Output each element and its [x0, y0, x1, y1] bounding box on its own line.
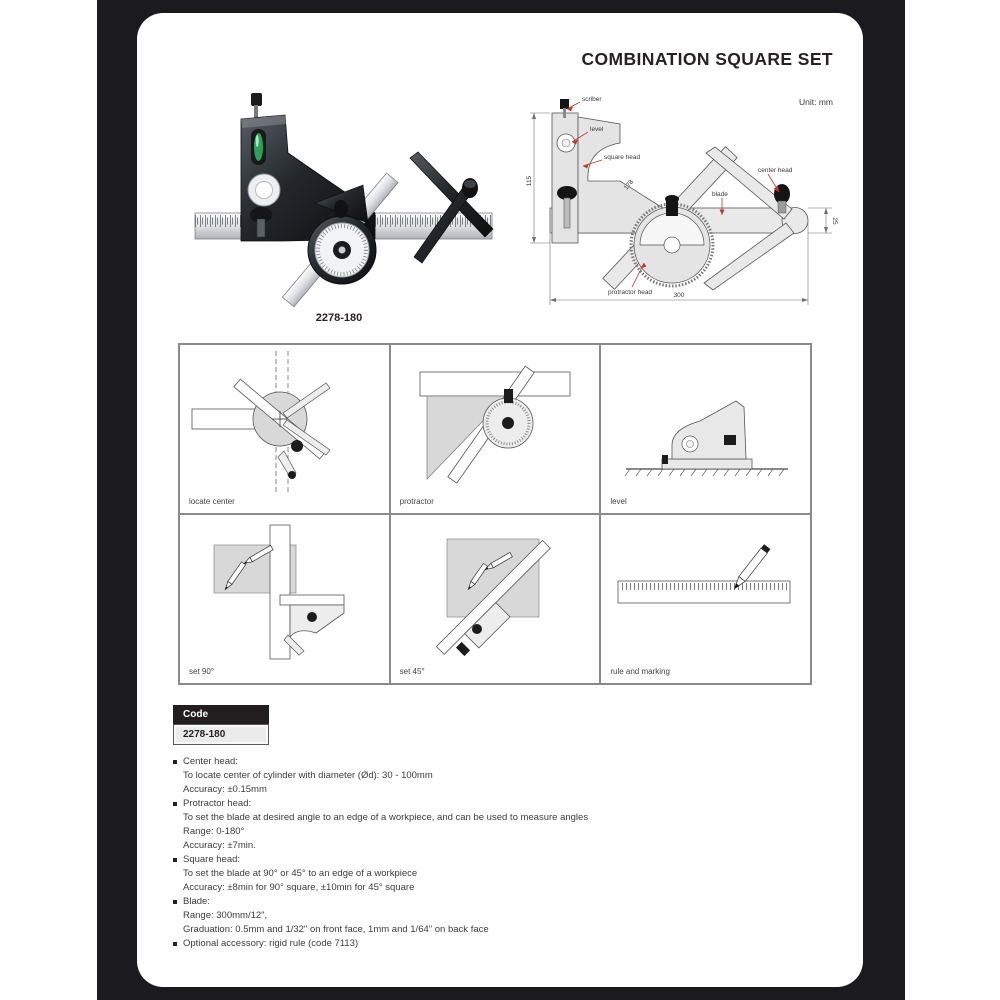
spec-line — [173, 923, 821, 937]
usage-cell-set-90 — [179, 514, 390, 684]
callout-protractor-head: protractor head — [608, 289, 653, 296]
set-45-illustration — [395, 517, 595, 667]
catalog-page — [137, 13, 863, 987]
bullet-square-icon — [173, 802, 177, 806]
bullet-square-icon — [173, 760, 177, 764]
code-table — [173, 705, 269, 745]
spec-text: Accuracy: ±0.15mm — [183, 784, 267, 795]
cell-label: set 45° — [399, 667, 425, 676]
spec-text: To locate center of cylinder with diameter (Ød): 30 - 100mm — [183, 770, 433, 781]
spec-text: Protractor head: — [183, 798, 252, 809]
bullet-square-icon — [173, 858, 177, 862]
code-table-value: 2278-180 — [173, 724, 269, 745]
specs-list — [173, 755, 821, 951]
unit-label: Unit: mm — [799, 97, 833, 107]
product-photo-illustration — [165, 91, 513, 309]
spec-line-protractor-head — [173, 797, 821, 811]
spec-text: Graduation: 0.5mm and 1/32" on front face, 1mm and 1/64" on back face — [183, 924, 489, 935]
usage-cell-set-45 — [390, 514, 601, 684]
cell-label: rule and marking — [610, 667, 670, 676]
callout-level: level — [590, 126, 604, 133]
photo-center-head — [410, 152, 493, 263]
spec-text: Range: 0-180° — [183, 826, 245, 837]
spec-line-square-head — [173, 853, 821, 867]
spec-line — [173, 811, 821, 825]
spec-text: Square head: — [183, 854, 241, 865]
dimension-blade-length: 300 — [673, 292, 685, 299]
usage-cell-level — [600, 344, 811, 514]
spec-line-blade — [173, 895, 821, 909]
protractor-illustration — [395, 347, 595, 497]
technical-drawing-svg — [520, 93, 860, 328]
spec-text: Center head: — [183, 756, 238, 767]
technical-drawing — [520, 93, 860, 328]
spec-line — [173, 769, 821, 783]
spec-text: Range: 300mm/12", — [183, 910, 268, 921]
spec-text: Blade: — [183, 896, 210, 907]
spec-text: Accuracy: ±8min for 90° square, ±10min for 45° square — [183, 882, 415, 893]
level-illustration — [606, 347, 806, 497]
usage-grid — [178, 343, 812, 685]
locate-center-illustration — [184, 347, 384, 497]
dimension-overall-height: 115 — [526, 175, 533, 187]
spec-text: To set the blade at 90° or 45° to an edge of a workpiece — [183, 868, 418, 879]
set-90-illustration — [184, 517, 384, 667]
dimension-protractor-length: 178 — [622, 178, 636, 192]
spec-line — [173, 839, 821, 853]
spec-text: To set the blade at desired angle to an edge of a workpiece, and can be used to measure angles — [183, 812, 589, 823]
page-title: COMBINATION SQUARE SET — [581, 49, 833, 69]
spec-line-optional-accessory — [173, 937, 821, 951]
callout-center-head: center head — [758, 167, 793, 174]
spec-line — [173, 825, 821, 839]
cell-label: level — [610, 497, 627, 506]
spec-line-center-head — [173, 755, 821, 769]
callout-scriber: scriber — [582, 96, 602, 103]
rule-and-marking-illustration — [606, 517, 806, 667]
product-photo — [165, 91, 513, 309]
spec-line — [173, 783, 821, 797]
spec-line — [173, 909, 821, 923]
callout-blade: blade — [712, 191, 728, 198]
spec-line — [173, 881, 821, 895]
bullet-square-icon — [173, 900, 177, 904]
spec-text: Optional accessory: rigid rule (code 7113) — [183, 938, 359, 949]
cell-label: protractor — [399, 497, 434, 506]
usage-cell-rule-marking — [600, 514, 811, 684]
usage-cell-locate-center — [179, 344, 390, 514]
cell-label: set 90° — [189, 667, 214, 676]
product-photo-caption: 2278-180 — [315, 312, 363, 324]
spec-text: Accuracy: ±7min. — [183, 840, 256, 851]
bullet-square-icon — [173, 942, 177, 946]
dimension-blade-width: 25 — [831, 217, 838, 225]
code-table-header: Code — [173, 705, 269, 724]
cell-label: locate center — [189, 497, 235, 506]
callout-square-head: square head — [604, 154, 641, 161]
usage-cell-protractor — [390, 344, 601, 514]
spec-line — [173, 867, 821, 881]
